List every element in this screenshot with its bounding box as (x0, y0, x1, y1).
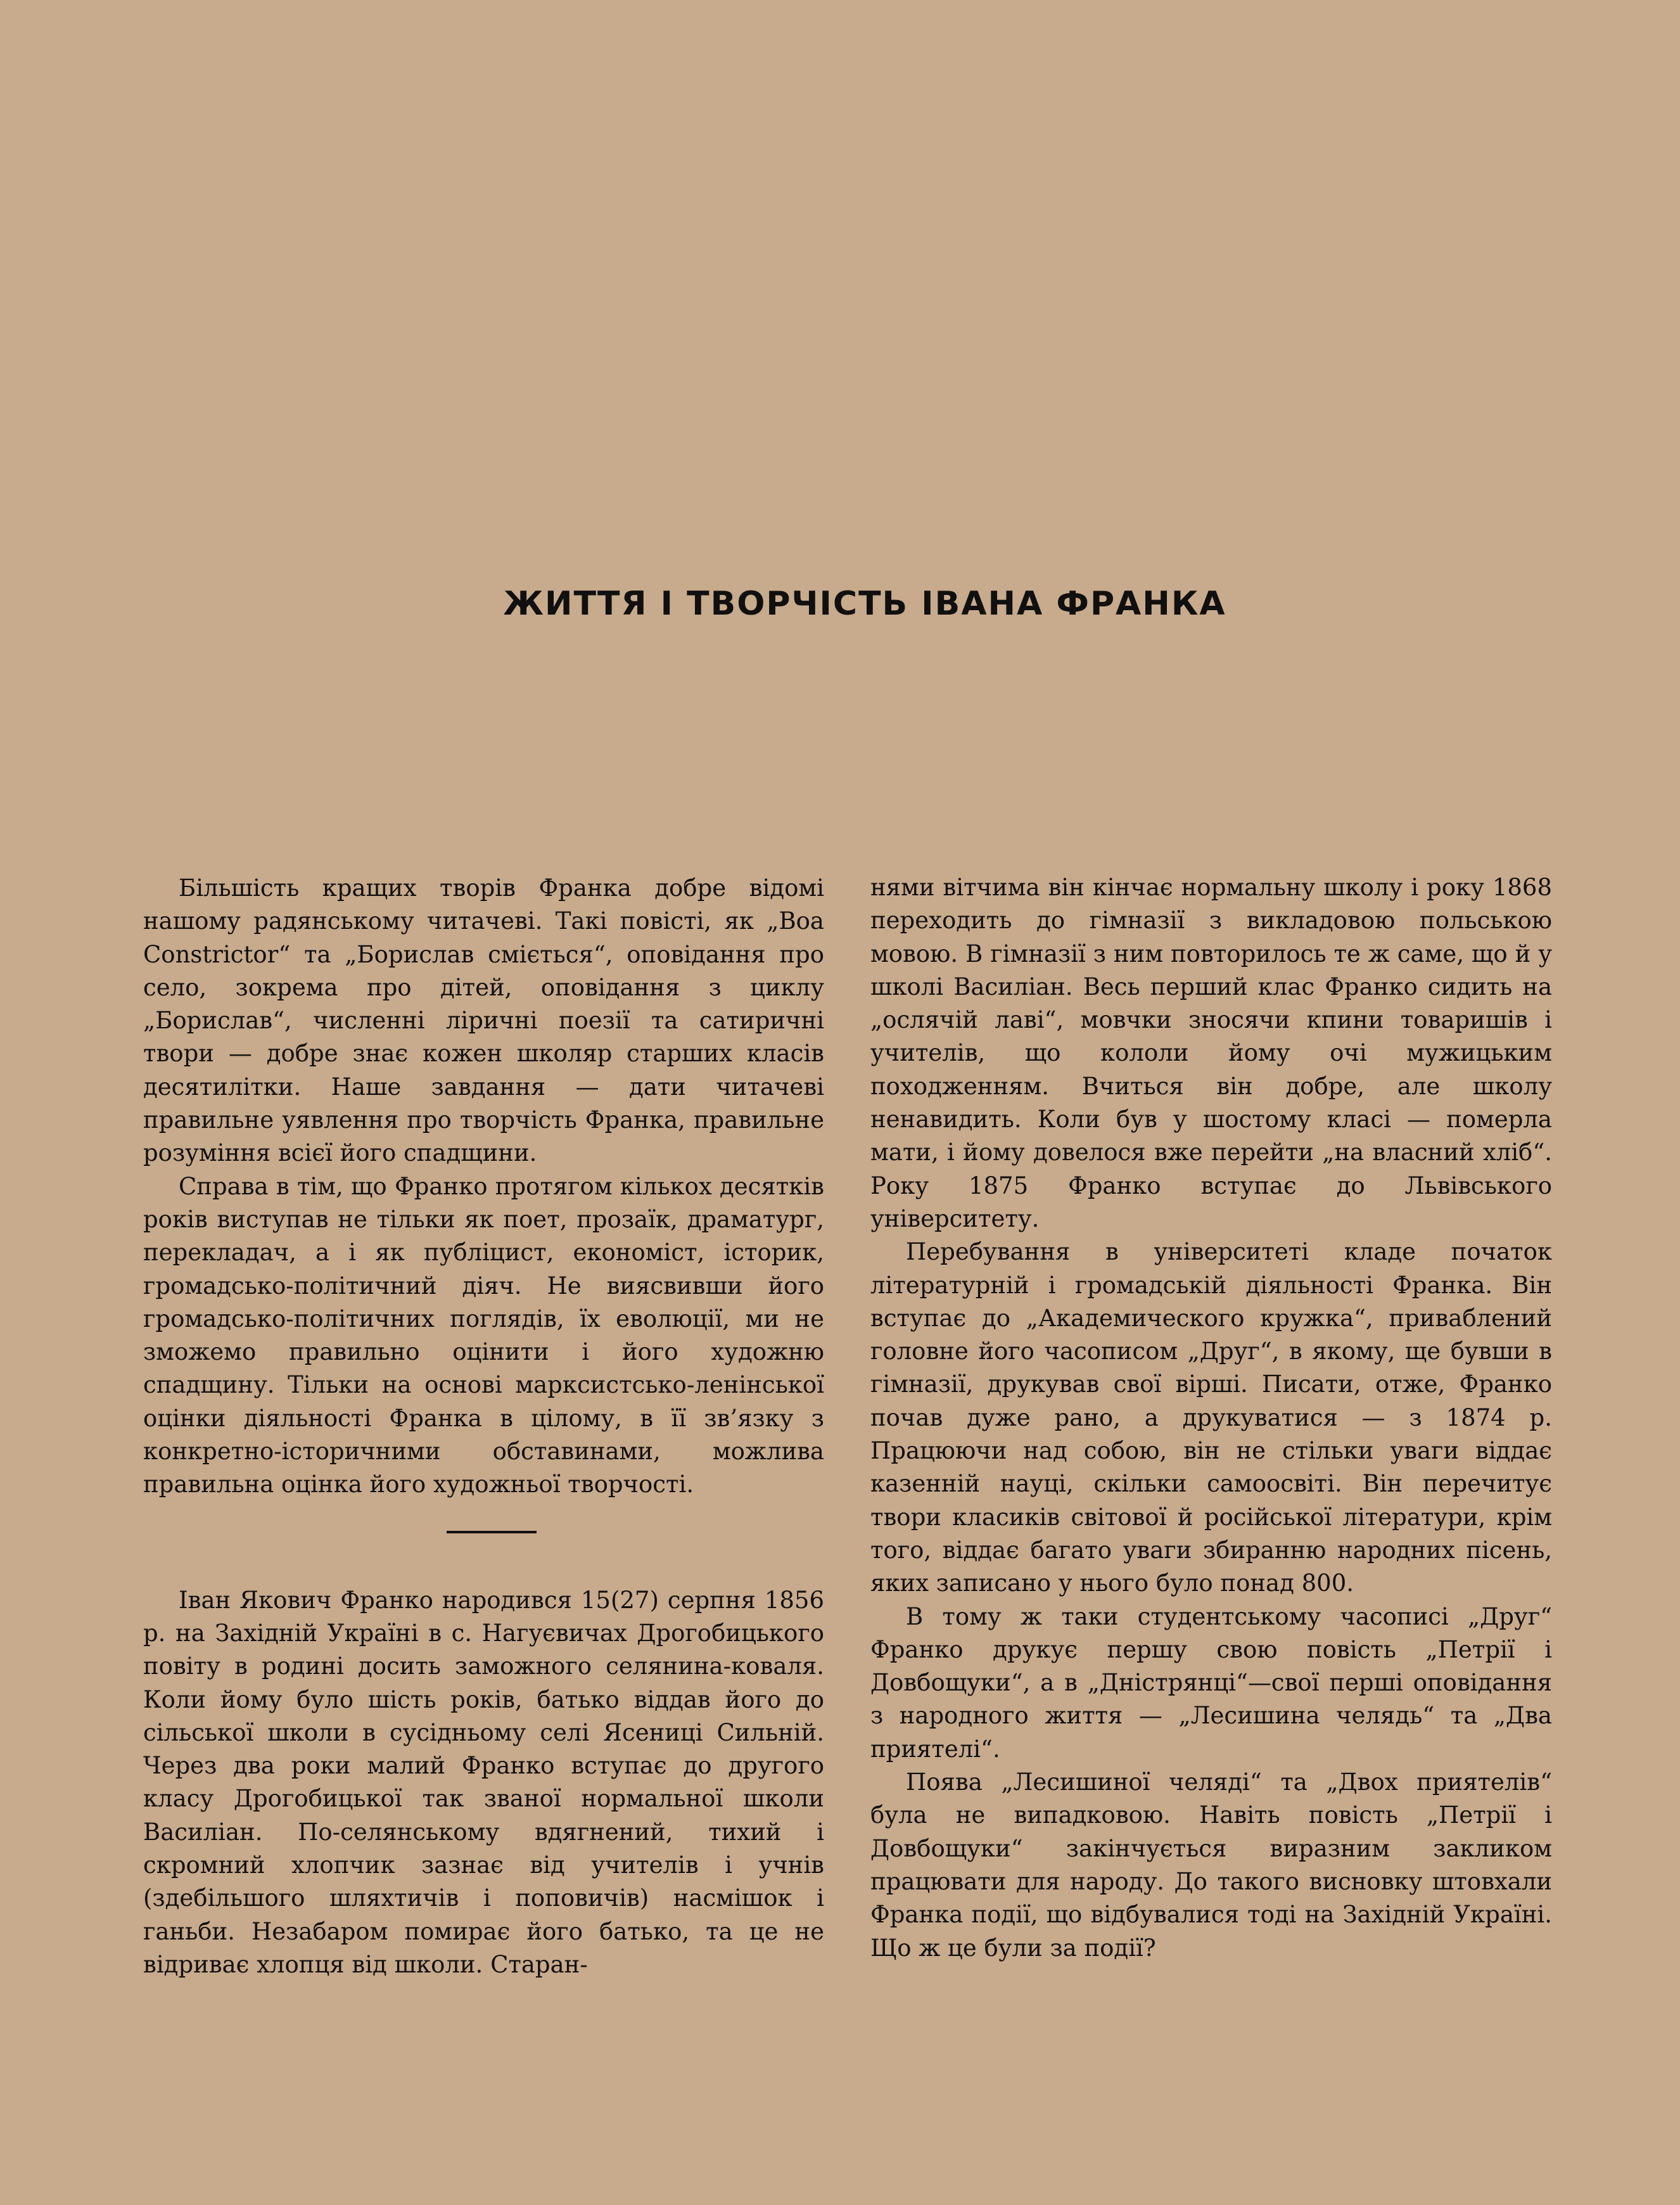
page-title: ЖИТТЯ І ТВОРЧІСТЬ ІВАНА ФРАНКА (503, 585, 1226, 623)
intro-paragraph-2: Справа в тім, що Франко протягом кількох десятків років виступав не тільки як поет, прозаїк, драматург, перекладач, а і як публіцист, економіст, історик, громадсько-політичний діяч. Не виясвивши його громадсько-політичних поглядів, їх еволюції, ми не зможемо правильно оцінити і його художню спадщину. Тільки на основі марксистсько-ленінської оцінки діяльності Франка в цілому, в її зв’язку з конкретно-історичними обставинами, можлива правильна оцінка його художньої творчості. (143, 1172, 824, 1499)
left-column (143, 872, 824, 1981)
university-paragraph: Перебування в університеті кладе початок літературній і громадській діяльності Франка. Він вступає до „Академического кружка“, приваблений головне його часописом „Друг“, в якому, ще бувши в гімназії, друкував свої вірші. Писати, отже, Франко почав дуже рано, а друкуватися — з 1874 р. Працюючи над собою, він не стільки уваги віддає казенній науці, скільки самоосвіті. Він перечитує твори класиків світової й російської літератури, крім того, віддає багато уваги збиранню народних пісень, яких записано у нього було понад 800. (870, 1238, 1552, 1597)
first-works-paragraph: В тому ж таки студентському часописі „Друг“ Франко друкує першу свою повість „Петрії і Довбощуки“, а в „Дністрянці“—свої перші оповідання з народного життя — „Лесишина челядь“ та „Два приятелі“. (870, 1602, 1552, 1763)
section-separator (447, 1531, 537, 1533)
right-column (870, 871, 1552, 1965)
intro-paragraph-1: Більшість кращих творів Франка добре відомі нашому радянському читачеві. Такі повісті, як „Boa Constrictor“ та „Борислав сміється“, оповідання про село, зокрема про дітей, оповідання з циклу „Борислав“, численні ліричні поезії та сатиричні твори — добре знає кожен школяр старших класів десятилітки. Наше завдання — дати читачеві правильне уявлення про творчість Франка, правильне розуміння всієї його спадщини. (143, 874, 824, 1167)
events-paragraph: Поява „Лесишиної челяді“ та „Двох приятелів“ була не випадковою. Навіть повість „Петрії і Довбощуки“ закінчується виразним закликом працювати для народу. До такого висновку штовхали Франка події, що відбувалися тоді на Західній Україні. Що ж це були за події? (870, 1768, 1552, 1962)
biography-paragraph: Іван Якович Франко народився 15(27) серпня 1856 р. на Західній Україні в с. Нагуєвичах Дрогобицького повіту в родині досить заможного селянина-коваля. Коли йому було шість років, батько віддав його до сільської школи в сусідньому селі Ясениці Сильній. Через два роки малий Франко вступає до другого класу Дрогобицької так званої нормальної школи Василіан. По-селянському вдягнений, тихий і скромний хлопчик зазнає від учителів і учнів (здебільшого шляхтичів і поповичів) насмішок і ганьби. Незабаром помирає його батько, та це не відриває хлопця від школи. Старан- (143, 1586, 824, 1978)
continuation-paragraph: нями вітчима він кінчає нормальну школу і року 1868 переходить до гімназії з викладовою польською мовою. В гімназії з ним повторилось те ж саме, що й у школі Василіан. Весь перший клас Франко сидить на „ослячій лаві“, мовчки зносячи кпини товаришів і учителів, що кололи йому очі мужицьким походженням. Вчиться він добре, але школу ненавидить. Коли був у шостому класі — померла мати, і йому довелося вже перейти „на власний хліб“. Року 1875 Франко вступає до Львівського університету. (870, 874, 1552, 1232)
